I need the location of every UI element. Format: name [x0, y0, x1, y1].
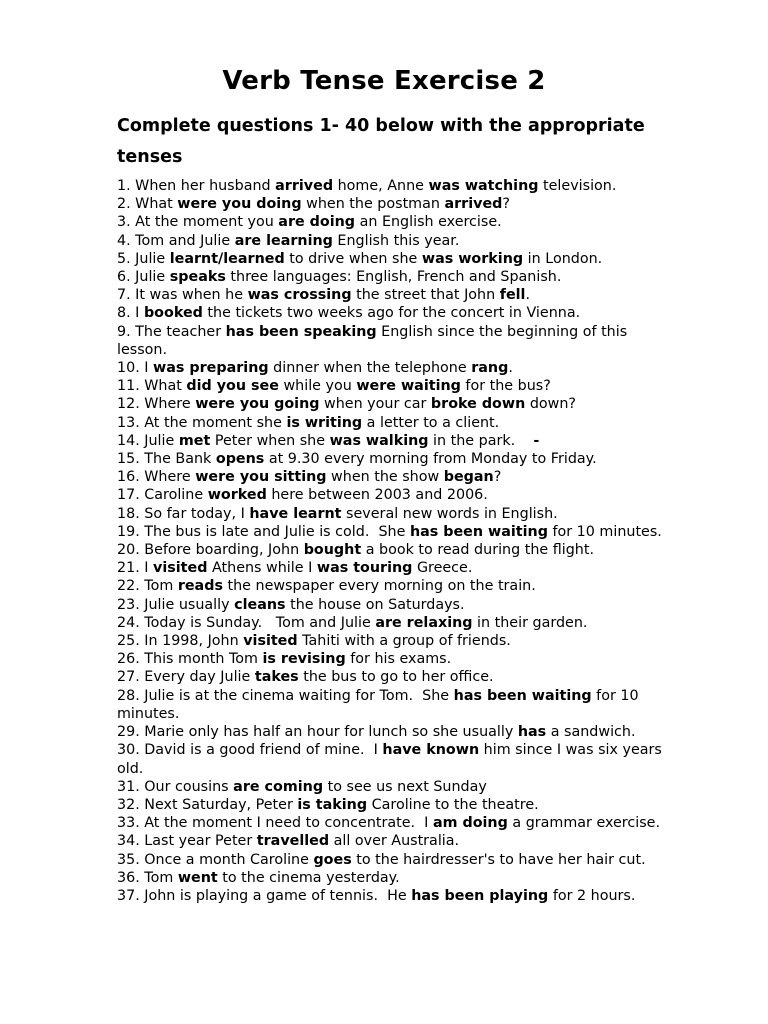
answer-verb: goes: [313, 851, 352, 868]
question-item: [117, 359, 662, 377]
answer-verb: has been waiting: [453, 687, 592, 704]
question-text: a book to read during the flight.: [361, 542, 594, 559]
question-item: [117, 486, 662, 504]
question-text: 33. At the moment I need to concentrate. I: [117, 815, 433, 832]
question-text: for 10 minutes.: [547, 523, 662, 540]
question-text: when the postman: [301, 196, 445, 213]
answer-verb: is writing: [286, 414, 363, 431]
question-text: dinner when the telephone: [268, 360, 472, 377]
question-text: all over Australia.: [329, 833, 460, 850]
question-text: to the hairdresser's to have her hair cut.: [351, 851, 646, 868]
question-text: a sandwich.: [546, 724, 636, 741]
answer-verb: has been waiting: [409, 523, 548, 540]
question-item: [117, 268, 662, 286]
question-text: in London.: [523, 250, 603, 267]
answer-verb: was preparing: [153, 360, 269, 377]
question-text: at 9.30 every morning from Monday to Friday.: [264, 451, 597, 468]
question-text: the house on Saturdays.: [285, 596, 465, 613]
question-item: [117, 668, 662, 686]
answer-verb: bought: [303, 542, 362, 559]
answer-verb: are doing: [278, 214, 356, 231]
answer-verb: was walking: [329, 432, 429, 449]
question-text: 6. Julie: [117, 269, 170, 286]
document-title: Verb Tense Exercise 2: [222, 66, 546, 96]
question-text: 29. Marie only has half an hour for lunch so she usually: [117, 724, 518, 741]
answer-verb: -: [533, 432, 540, 449]
question-text: 5. Julie: [117, 250, 170, 267]
question-text: for 2 hours.: [548, 887, 636, 904]
question-text: 9. The teacher: [117, 323, 226, 340]
question-text: ?: [502, 196, 510, 213]
question-item: [117, 559, 662, 577]
answer-verb: learnt/learned: [169, 250, 285, 267]
answer-verb: is revising: [262, 651, 346, 668]
question-text: a grammar exercise.: [507, 815, 660, 832]
question-item: [117, 177, 662, 195]
question-text: 17. Caroline: [117, 487, 208, 504]
question-item: [117, 887, 662, 905]
question-item: [117, 723, 662, 741]
answer-verb: were you doing: [177, 196, 302, 213]
question-item: [117, 778, 662, 796]
answer-verb: was working: [421, 250, 524, 267]
question-text: .: [508, 360, 513, 377]
answer-verb: visited: [243, 633, 298, 650]
question-item: [117, 741, 667, 777]
question-item: [117, 869, 662, 887]
question-text: 31. Our cousins: [117, 778, 234, 795]
answer-verb: visited: [153, 560, 208, 577]
question-item: [117, 395, 662, 413]
answer-verb: was watching: [428, 178, 539, 194]
question-item: [117, 286, 662, 304]
question-text: a letter to a client.: [362, 414, 500, 431]
question-text: here between 2003 and 2006.: [266, 487, 488, 504]
question-text: when the show: [326, 469, 444, 486]
answer-verb: am doing: [432, 815, 508, 832]
answer-verb: cleans: [234, 596, 286, 613]
question-text: 25. In 1998, John: [117, 633, 244, 650]
question-text: 8. I: [117, 305, 144, 322]
question-text: 36. Tom: [117, 869, 178, 886]
answer-verb: was crossing: [247, 287, 352, 304]
question-text: 13. At the moment she: [117, 414, 287, 431]
answer-verb: arrived: [444, 196, 503, 213]
question-text: 19. The bus is late and Julie is cold. She: [117, 523, 410, 540]
question-text: 37. John is playing a game of tennis. He: [117, 887, 412, 904]
question-item: [117, 304, 662, 322]
question-text: for his exams.: [345, 651, 452, 668]
question-text: 22. Tom: [117, 578, 178, 595]
question-text: 1. When her husband: [117, 178, 276, 194]
question-item: [117, 468, 662, 486]
question-item: [117, 323, 662, 359]
answer-verb: arrived: [275, 178, 334, 194]
question-text: 21. I: [117, 560, 154, 577]
question-item: [117, 432, 662, 450]
question-item: [117, 596, 662, 614]
answer-verb: have learnt: [249, 505, 342, 522]
question-text: to drive when she: [284, 250, 422, 267]
answer-verb: broke down: [430, 396, 526, 413]
question-item: [117, 523, 662, 541]
question-item: [117, 632, 662, 650]
answer-verb: were you sitting: [195, 469, 327, 486]
question-item: [117, 250, 662, 268]
question-text: the tickets two weeks ago for the concert in Vienna.: [202, 305, 581, 322]
question-text: ?: [493, 469, 502, 486]
answer-verb: did you see: [186, 378, 279, 395]
question-text: in the park.: [428, 432, 534, 449]
question-text: Caroline to the theatre.: [367, 796, 539, 813]
question-text: several new words in English.: [341, 505, 558, 522]
question-item: [117, 414, 662, 432]
question-text: three languages: English, French and Spanish.: [225, 269, 562, 286]
question-item: [117, 614, 662, 632]
question-text: 32. Next Saturday, Peter: [117, 796, 298, 813]
question-text: Athens while I: [207, 560, 317, 577]
question-text: 27. Every day Julie: [117, 669, 255, 686]
answer-verb: takes: [254, 669, 299, 686]
question-text: Greece.: [412, 560, 473, 577]
question-text: 24. Today is Sunday. Tom and Julie: [117, 614, 376, 631]
question-text: to the cinema yesterday.: [217, 869, 400, 886]
answer-verb: opens: [215, 451, 265, 468]
question-item: [117, 195, 662, 213]
question-item: [117, 541, 662, 559]
question-text: 15. The Bank: [117, 451, 216, 468]
question-text: 2. What: [117, 196, 178, 213]
question-text: the bus to go to her office.: [298, 669, 494, 686]
question-list: [117, 177, 667, 905]
answer-verb: booked: [143, 305, 203, 322]
question-text: television.: [538, 178, 617, 194]
question-text: 3. At the moment you: [117, 214, 279, 231]
answer-verb: has been speaking: [225, 323, 377, 340]
answer-verb: were waiting: [356, 378, 461, 395]
question-text: 28. Julie is at the cinema waiting for Tom. She: [117, 687, 454, 704]
question-text: 23. Julie usually: [117, 596, 235, 613]
answer-verb: speaks: [169, 269, 226, 286]
question-item: [117, 577, 662, 595]
question-text: 35. Once a month Caroline: [117, 851, 314, 868]
question-text: 10. I: [117, 360, 154, 377]
question-text: Peter when she: [210, 432, 330, 449]
answer-verb: fell: [499, 287, 526, 304]
answer-verb: are learning: [234, 232, 333, 249]
answer-verb: reads: [177, 578, 223, 595]
answer-verb: began: [443, 469, 494, 486]
question-text: for 10 minutes.: [117, 687, 644, 722]
question-text: an English exercise.: [355, 214, 502, 231]
question-text: for the bus?: [460, 378, 551, 395]
question-text: English this year.: [332, 232, 460, 249]
question-text: 20. Before boarding, John: [117, 542, 304, 559]
question-text: down?: [525, 396, 576, 413]
question-item: [117, 650, 662, 668]
question-text: 4. Tom and Julie: [117, 232, 235, 249]
question-text: to see us next Sunday: [323, 778, 487, 795]
question-text: while you: [278, 378, 357, 395]
answer-verb: are coming: [233, 778, 324, 795]
question-item: [117, 814, 662, 832]
question-text: 12. Where: [117, 396, 196, 413]
question-text: the newspaper every morning on the train.: [222, 578, 536, 595]
answer-verb: rang: [471, 360, 509, 377]
question-text: .: [525, 287, 530, 304]
answer-verb: were you going: [195, 396, 320, 413]
question-item: [117, 377, 662, 395]
question-text: in their garden.: [472, 614, 588, 631]
instructions: Complete questions 1- 40 below with the appropriate tenses: [117, 116, 645, 167]
answer-verb: is taking: [297, 796, 368, 813]
question-item: [117, 687, 662, 723]
question-item: [117, 213, 662, 231]
question-text: 34. Last year Peter: [117, 833, 257, 850]
answer-verb: has: [517, 724, 547, 741]
answer-verb: was touring: [316, 560, 413, 577]
question-text: when your car: [319, 396, 431, 413]
question-item: [117, 232, 662, 250]
answer-verb: went: [177, 869, 218, 886]
question-text: home, Anne: [333, 178, 429, 194]
question-text: the street that John: [351, 287, 500, 304]
question-text: 26. This month Tom: [117, 651, 263, 668]
question-text: 18. So far today, I: [117, 505, 250, 522]
question-text: 11. What: [117, 378, 187, 395]
question-text: 16. Where: [117, 469, 196, 486]
answer-verb: met: [178, 432, 211, 449]
question-item: [117, 505, 662, 523]
answer-verb: have known: [382, 742, 480, 759]
question-text: 30. David is a good friend of mine. I: [117, 742, 383, 759]
answer-verb: worked: [207, 487, 267, 504]
question-text: him since I was six years old.: [117, 742, 667, 777]
question-item: [117, 796, 662, 814]
question-text: English since the beginning of this lesson.: [117, 323, 632, 358]
question-item: [117, 832, 662, 850]
question-item: [117, 450, 662, 468]
question-item: [117, 851, 662, 869]
question-text: 14. Julie: [117, 432, 179, 449]
question-text: Tahiti with a group of friends.: [297, 633, 511, 650]
answer-verb: has been playing: [411, 887, 549, 904]
answer-verb: travelled: [256, 833, 330, 850]
answer-verb: are relaxing: [375, 614, 473, 631]
question-text: 7. It was when he: [117, 287, 248, 304]
